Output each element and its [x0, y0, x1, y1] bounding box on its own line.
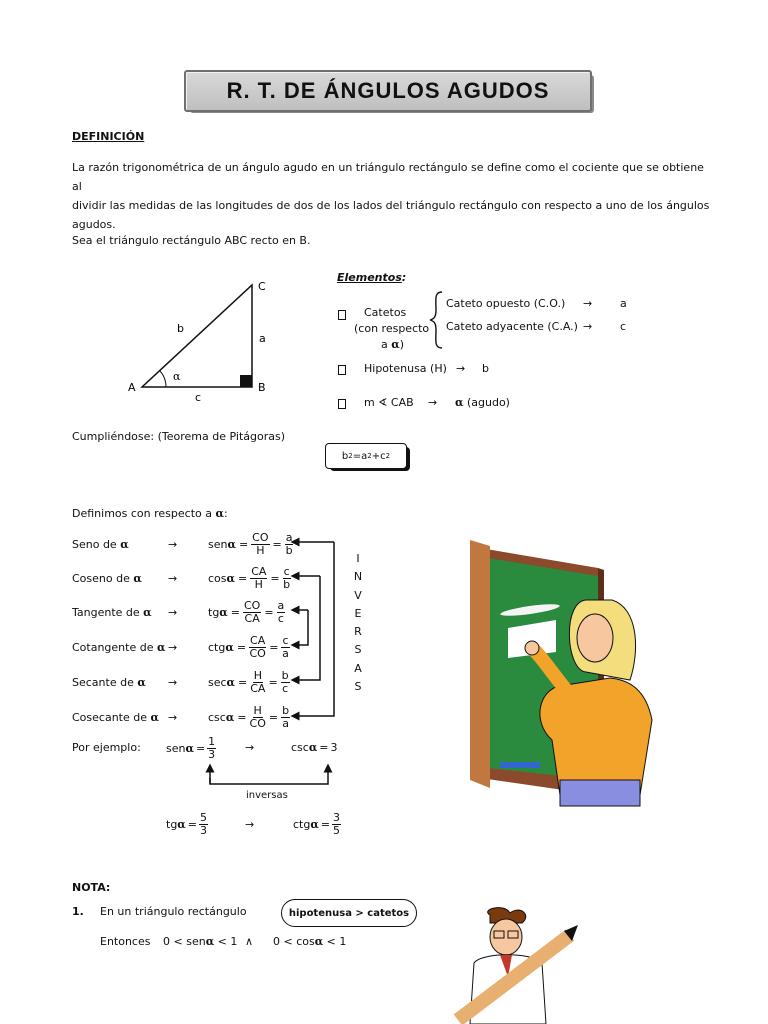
teacher-chalkboard-illustration: [470, 540, 660, 810]
definimos-text: [72, 507, 228, 520]
definimos-label: Definimos con respecto a: [72, 507, 212, 520]
ratio-label: [72, 538, 150, 551]
formula-sup: 2: [367, 452, 372, 460]
numerator: H: [253, 668, 262, 682]
denominator: a: [282, 716, 289, 730]
fraction: [243, 600, 261, 625]
student-pencil-illustration: [450, 905, 580, 1024]
formula-sup: 2: [348, 452, 353, 460]
ratio-label-text: Coseno de: [72, 571, 130, 585]
fraction: [249, 635, 266, 660]
ratio-row: [72, 532, 293, 556]
alpha-symbol: α: [133, 571, 142, 585]
student-face: [490, 919, 522, 955]
right-angle-mark: [240, 375, 252, 387]
page-title: R. T. DE ÁNGULOS AGUDOS: [226, 78, 550, 103]
inversas-label: inversas: [246, 790, 288, 801]
ratio-row: [72, 635, 290, 659]
ratio-label-text: Tangente de: [72, 605, 140, 619]
fn-name: tg: [208, 605, 220, 619]
inverse-connectors: [270, 530, 350, 730]
alpha-symbol: α: [455, 396, 464, 409]
side-b-label: b: [177, 322, 184, 335]
tg-ctg-connector: [292, 610, 308, 645]
inequality-sen: [163, 935, 237, 948]
fraction: [199, 812, 208, 837]
numerator: c: [283, 564, 290, 578]
hipotenusa-text: Hipotenusa (H): [364, 362, 447, 375]
definimos-colon: :: [223, 507, 228, 520]
equals-sign: =: [270, 571, 280, 585]
numerator: H: [253, 703, 262, 717]
agudo-label: [455, 396, 510, 409]
denominator: b: [283, 577, 291, 591]
denominator: CO: [249, 716, 266, 730]
csc-value: 3: [330, 741, 338, 754]
formula-c: c: [380, 450, 386, 462]
ratio-label: [72, 606, 150, 619]
eraser-icon: [500, 762, 540, 768]
numerator: b: [282, 703, 290, 717]
alpha-symbol: α: [391, 338, 400, 351]
teacher-skirt: [560, 780, 640, 806]
triangle-shape: [142, 285, 252, 387]
arrow-icon: →: [245, 741, 255, 754]
definicion-heading: DEFINICIÓN: [72, 130, 145, 143]
equals-sign: =: [264, 605, 274, 619]
fraction: [251, 532, 269, 557]
nota-item-text: En un triángulo rectángulo: [100, 905, 247, 918]
ratio-label: [72, 640, 166, 654]
numerator: a: [285, 530, 293, 544]
ejemplo-sen: [166, 736, 216, 761]
inversas-letter: V: [354, 588, 362, 602]
alpha-symbol: α: [205, 935, 215, 948]
denominator: b: [285, 543, 293, 557]
ejemplo-label: Por ejemplo:: [72, 741, 141, 754]
ineq-a: 0 < cos: [273, 935, 315, 948]
fn-name: cos: [208, 571, 227, 585]
arrow-icon: →: [168, 675, 178, 689]
alpha-symbol: α: [310, 818, 319, 831]
fn-name: sec: [208, 675, 227, 689]
arrow-icon: →: [428, 396, 438, 409]
denominator: 5: [333, 824, 341, 837]
equals-sign: =: [237, 710, 247, 724]
equals-sign: =: [319, 741, 329, 754]
and-symbol: ∧: [245, 935, 254, 948]
numerator: CO: [243, 598, 261, 612]
equals-sign: =: [268, 710, 279, 724]
alpha-symbol: α: [185, 742, 194, 755]
alpha-symbol: α: [314, 935, 324, 948]
numerator: b: [281, 668, 289, 682]
equals-sign: =: [187, 818, 197, 831]
equals-sign: =: [230, 605, 240, 619]
fraction: [207, 736, 216, 761]
alpha-symbol: α: [227, 537, 236, 551]
alpha-symbol: α: [120, 537, 129, 551]
formula-plus: +: [371, 450, 381, 462]
con-respecto-label: (con respecto: [354, 322, 430, 335]
a-alpha-prefix: a: [381, 338, 388, 351]
fn-name: ctg: [293, 818, 311, 831]
left-brace: [428, 290, 444, 350]
arrow-icon: →: [168, 537, 178, 551]
alpha-symbol: α: [150, 710, 159, 724]
bullet-box: [338, 310, 346, 320]
pythagoras-formula-box: [325, 443, 407, 469]
teacher-hand: [525, 641, 539, 655]
numerator: CA: [251, 564, 267, 578]
inversas-connector: [200, 762, 340, 788]
numerator: CA: [250, 633, 266, 647]
agudo-text: (agudo): [466, 396, 510, 409]
fn-name: sen: [208, 537, 228, 551]
inequality-cos: [273, 935, 346, 948]
numerator: c: [282, 633, 289, 647]
ejemplo-tg: [166, 812, 208, 837]
pill-text: hipotenusa > catetos: [288, 907, 410, 919]
ratio-label-text: Seno de: [72, 537, 117, 551]
ratio-label: [72, 572, 150, 585]
fn-name: csc: [291, 741, 309, 754]
teacher-face: [577, 614, 613, 662]
equals-sign: =: [269, 640, 279, 654]
ratio-row: [72, 566, 291, 590]
arrow-icon: →: [168, 571, 178, 585]
cateto-adyacente-value: c: [620, 320, 627, 333]
equals-sign: =: [238, 675, 248, 689]
alpha-symbol: α: [177, 818, 186, 831]
denominator: H: [254, 577, 263, 591]
ineq-b: < 1: [323, 935, 347, 948]
paragraph-line: La razón trigonométrica de un ángulo agudo en un triángulo rectángulo se define como el cociente que se obtiene al: [72, 161, 704, 193]
elementos-heading-text: Elementos: [337, 271, 402, 284]
numerator: CO: [252, 530, 269, 544]
inversas-letter: E: [354, 606, 362, 620]
vertex-a-label: A: [128, 381, 136, 394]
alpha-arc: [160, 371, 166, 387]
inversas-letter: R: [354, 625, 362, 639]
fn-name: sen: [166, 742, 186, 755]
alpha-symbol: α: [215, 507, 224, 520]
cateto-opuesto-text: Cateto opuesto (C.O.): [446, 297, 566, 310]
alpha-symbol: α: [157, 640, 166, 654]
ratio-label-text: Secante de: [72, 675, 134, 689]
formula-a: a: [361, 450, 368, 462]
arrow-icon: →: [583, 320, 593, 333]
alpha-symbol: α: [219, 605, 228, 619]
alpha-symbol: α: [226, 675, 236, 689]
vertex-b-label: B: [258, 381, 266, 394]
catetos-label: Catetos: [364, 306, 407, 319]
ratio-row: [72, 600, 285, 624]
equals-sign: =: [320, 818, 331, 831]
equals-sign: =: [238, 537, 249, 551]
ratio-label: [72, 676, 150, 689]
sea-text: Sea el triángulo rectángulo ABC recto en B.: [72, 234, 311, 247]
arrow-icon: →: [168, 640, 178, 654]
denominator: a: [282, 646, 289, 660]
entonces-label: Entonces: [100, 935, 151, 948]
a-alpha-label: [381, 338, 404, 351]
nota-heading: NOTA:: [72, 881, 111, 894]
cateto-opuesto-value: a: [620, 297, 627, 310]
sen-csc-connector: [292, 542, 334, 716]
denominator: c: [282, 681, 289, 695]
pitagoras-text: Cumpliéndose: (Teorema de Pitágoras): [72, 430, 286, 443]
hipotenusa-value: b: [482, 362, 489, 375]
board-frame-side: [470, 540, 490, 788]
numerator: a: [277, 598, 285, 612]
formula-eq: =: [352, 450, 362, 462]
arrow-icon: →: [456, 362, 466, 375]
arrow-icon: →: [168, 710, 178, 724]
equals-sign: =: [236, 640, 247, 654]
arrow-icon: →: [583, 297, 593, 310]
cos-sec-connector: [292, 576, 320, 680]
close-paren: ): [399, 338, 405, 351]
arrow-icon: →: [245, 818, 255, 831]
numerator: 3: [333, 811, 341, 824]
ratio-label-text: Cosecante de: [72, 710, 147, 724]
numerator: 1: [208, 735, 216, 748]
ratio-label-text: Cotangente de: [72, 640, 154, 654]
inversas-letter: I: [356, 552, 360, 565]
denominator: 3: [208, 748, 216, 761]
denominator: CO: [249, 646, 266, 660]
denominator: 3: [199, 824, 207, 837]
side-a-label: a: [259, 332, 266, 345]
paragraph-line: dividir las medidas de las longitudes de dos de los lados del triángulo rectángulo con respecto a uno de los ángulos: [72, 199, 710, 212]
bullet-box: [338, 365, 346, 375]
ratio-label: [72, 710, 159, 724]
ineq-a: 0 < sen: [163, 935, 206, 948]
alpha-symbol: α: [226, 571, 235, 585]
alpha-symbol: α: [225, 710, 235, 724]
triangle-diagram: [120, 275, 280, 405]
ineq-b: < 1: [214, 935, 238, 948]
alpha-symbol: α: [143, 605, 152, 619]
hipotenusa-catetos-pill: [281, 899, 417, 927]
vertex-c-label: C: [258, 280, 266, 293]
angle-text: m ∢ CAB: [364, 396, 414, 409]
formula-b: b: [341, 450, 349, 462]
equals-sign: =: [195, 742, 206, 755]
fn-name: tg: [166, 818, 178, 831]
inversas-vertical: [352, 550, 364, 696]
fraction: [250, 705, 266, 730]
denominator: H: [256, 543, 265, 557]
alpha-label: α: [173, 370, 181, 383]
definicion-paragraph: [72, 158, 712, 234]
inversas-letter: S: [354, 643, 362, 657]
inversas-letter: S: [354, 680, 362, 694]
side-c-label: c: [195, 391, 202, 404]
cateto-adyacente-text: Cateto adyacente (C.A.): [446, 320, 578, 333]
nota-item-number: 1.: [72, 905, 84, 918]
ratio-row: [72, 670, 290, 694]
elementos-heading: [337, 271, 406, 284]
arrow-icon: →: [168, 605, 178, 619]
denominator: c: [277, 611, 284, 625]
fraction: [250, 566, 267, 591]
ejemplo-csc: [291, 741, 338, 754]
alpha-symbol: α: [308, 741, 318, 754]
title-box: [184, 70, 592, 112]
numerator: 5: [199, 811, 207, 824]
equals-sign: =: [268, 675, 278, 689]
inversas-letter: A: [354, 661, 362, 675]
ejemplo-ctg: [293, 812, 341, 837]
equals-sign: =: [237, 571, 248, 585]
fn-name: ctg: [208, 640, 226, 654]
alpha-symbol: α: [137, 675, 146, 689]
bullet-box: [338, 399, 346, 409]
elementos-colon: :: [401, 271, 407, 284]
paragraph-line: agudos.: [72, 218, 116, 231]
fraction: [332, 812, 341, 837]
fraction: [250, 670, 265, 695]
formula-sup: 2: [385, 452, 391, 460]
denominator: CA: [244, 611, 260, 625]
fn-name: csc: [208, 710, 226, 724]
equals-sign: =: [272, 537, 282, 551]
inversas-letter: N: [353, 570, 363, 584]
ratio-row: [72, 705, 290, 729]
denominator: CA: [250, 681, 266, 695]
alpha-symbol: α: [225, 640, 234, 654]
